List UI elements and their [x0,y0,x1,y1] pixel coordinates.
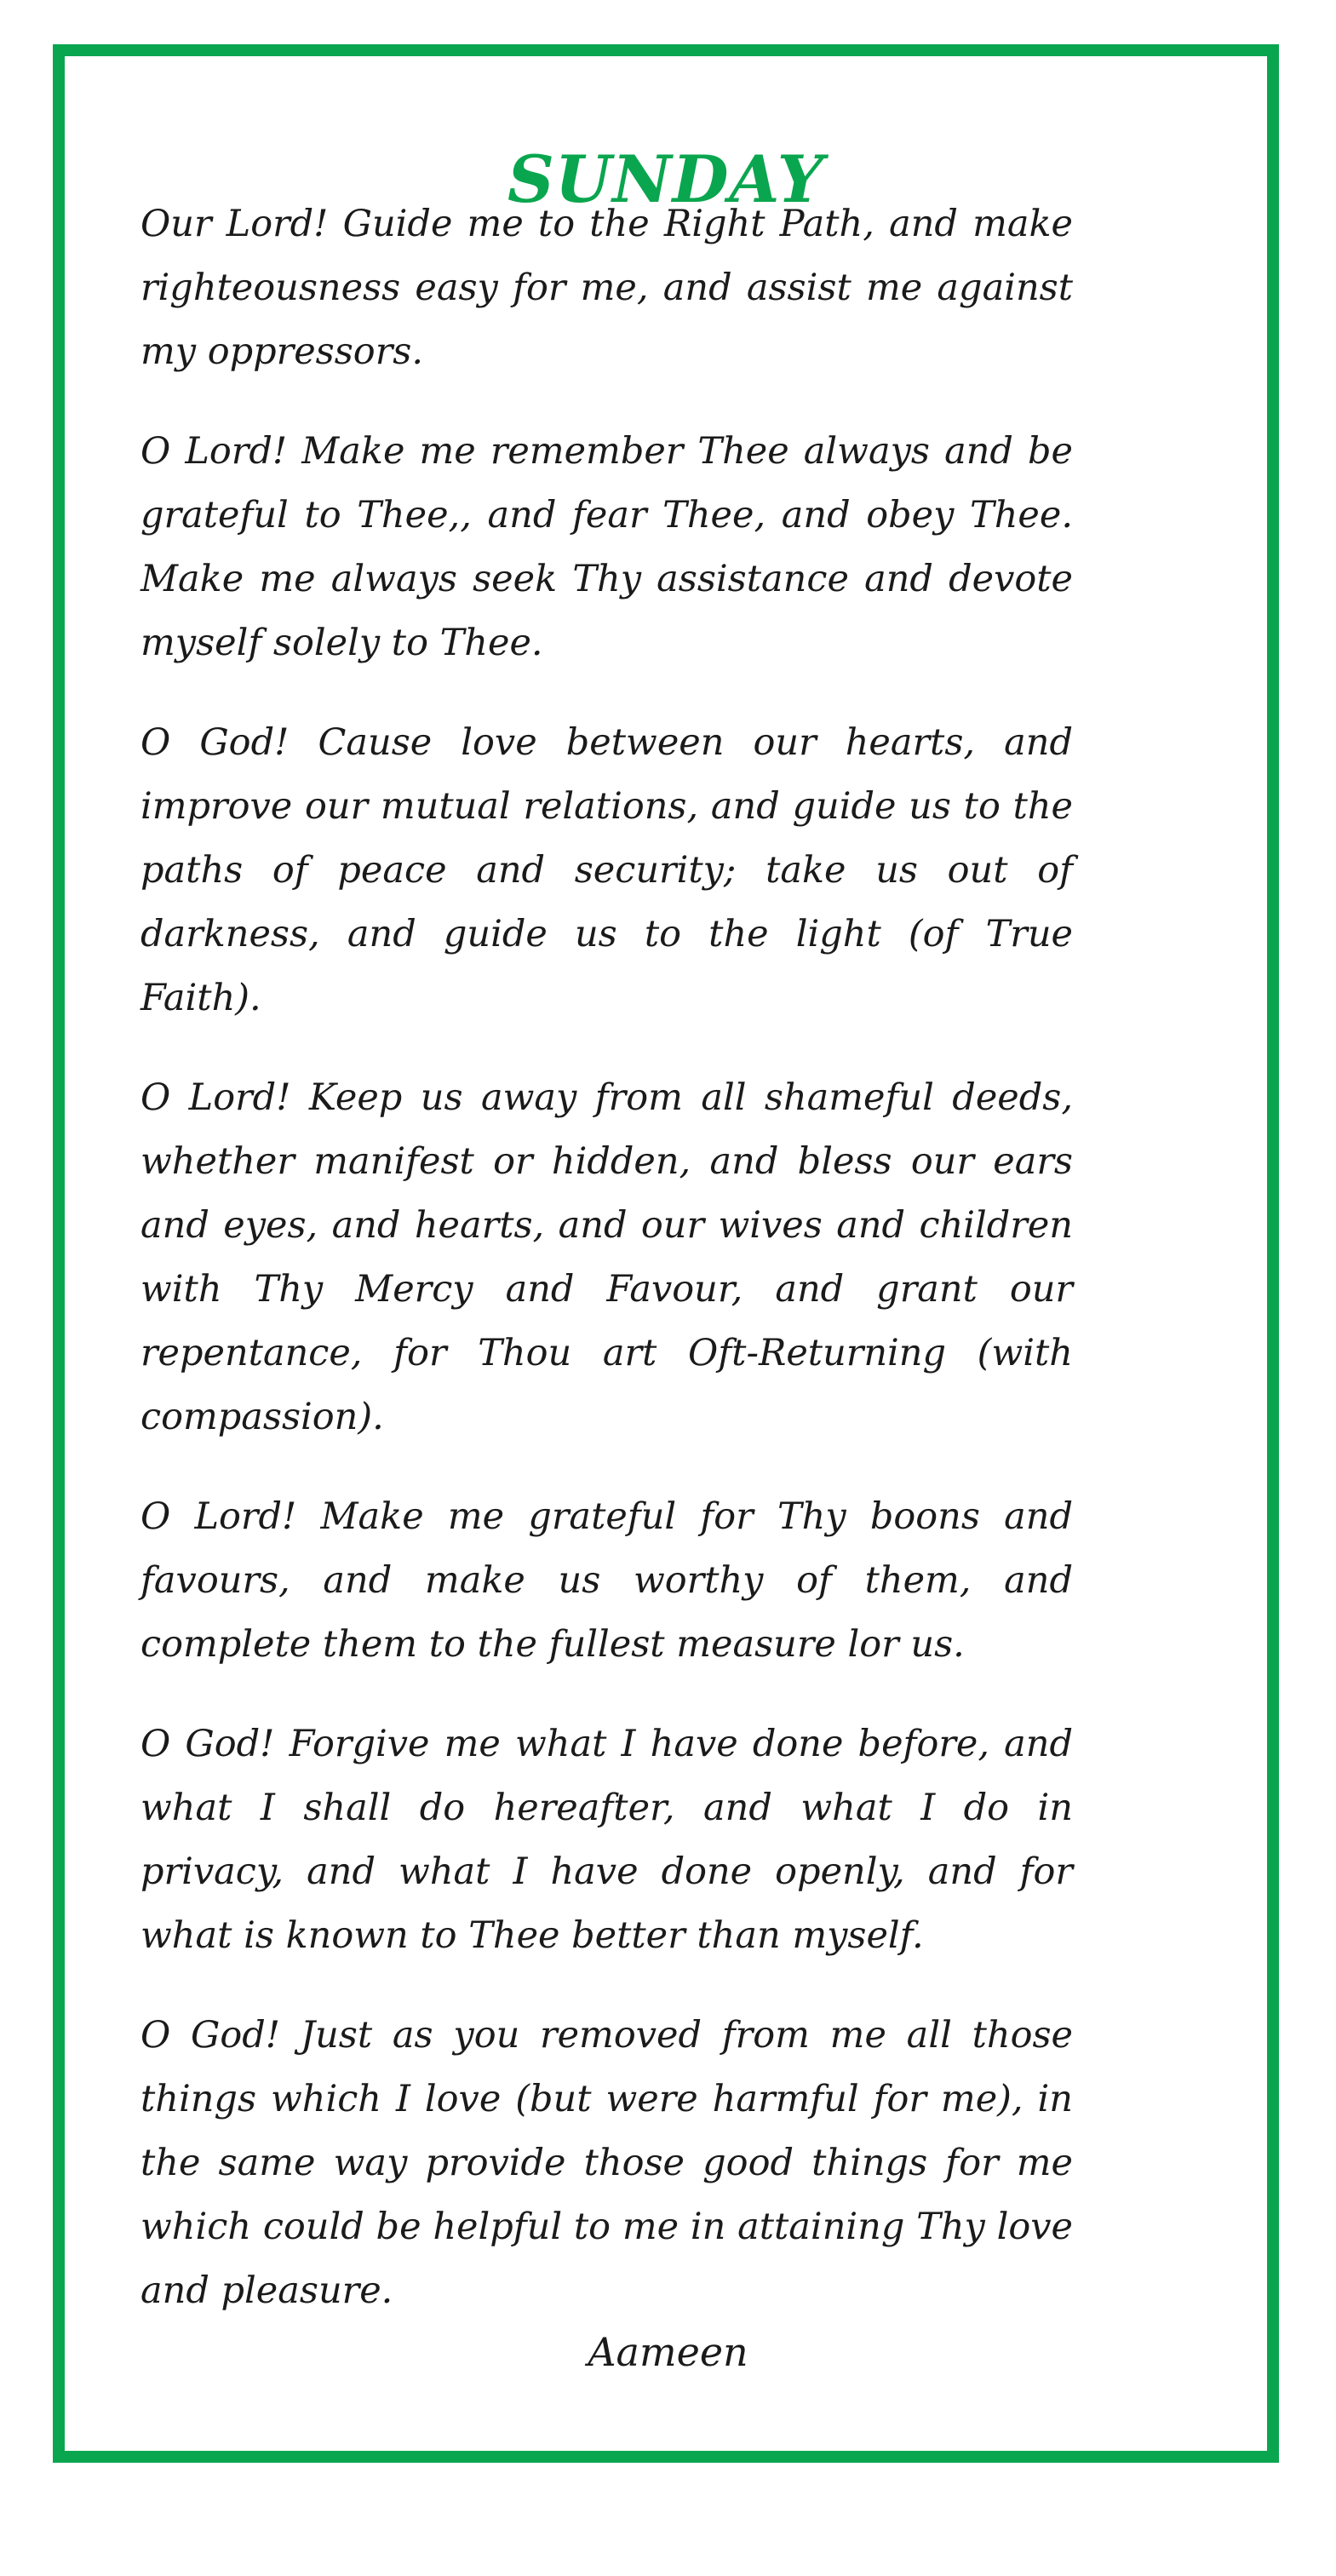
prayer-paragraph: O God! Forgive me what I have done before, and what I shall do hereafter, and what I do in privacy, and what I have done openly, and for what is known to Thee better than myself. [140,1723,1073,1957]
prayer-paragraph: O Lord! Make me grateful for Thy boons and favours, and make us worthy of them, and complete them to the fullest measure lor us. [140,1495,1073,1666]
prayer-paragraph: O God! Just as you removed from me all those things which I love (but were harmful for me), in the same way provide those good things for me which could be helpful to me in attaining Thy love and pleasure. [140,2014,1073,2312]
prayer-paragraph: O Lord! Keep us away from all shameful deeds, whether manifest or hidden, and bless our ears and eyes, and hearts, and our wives and children with Thy Mercy and Favour, and grant our repentance, for Thou art Oft-Returning (with compassion). [140,1076,1073,1438]
page-title: SUNDAY [507,141,824,217]
prayer-paragraph: O God! Cause love between our hearts, and improve our mutual relations, and guide us to the paths of peace and security; take us out of darkness, and guide us to the light (of True Faith). [140,721,1073,1019]
prayer-paragraph: O Lord! Make me remember Thee always and be grateful to Thee,, and fear Thee, and obey Thee. Make me always seek Thy assistance and devote myself solely to Thee. [140,430,1073,664]
prayer-body [140,192,1073,2359]
closing-word: Aameen [588,2329,748,2375]
prayer-paragraph: Our Lord! Guide me to the Right Path, and make righteousness easy for me, and assist me against my oppressors. [140,203,1073,373]
